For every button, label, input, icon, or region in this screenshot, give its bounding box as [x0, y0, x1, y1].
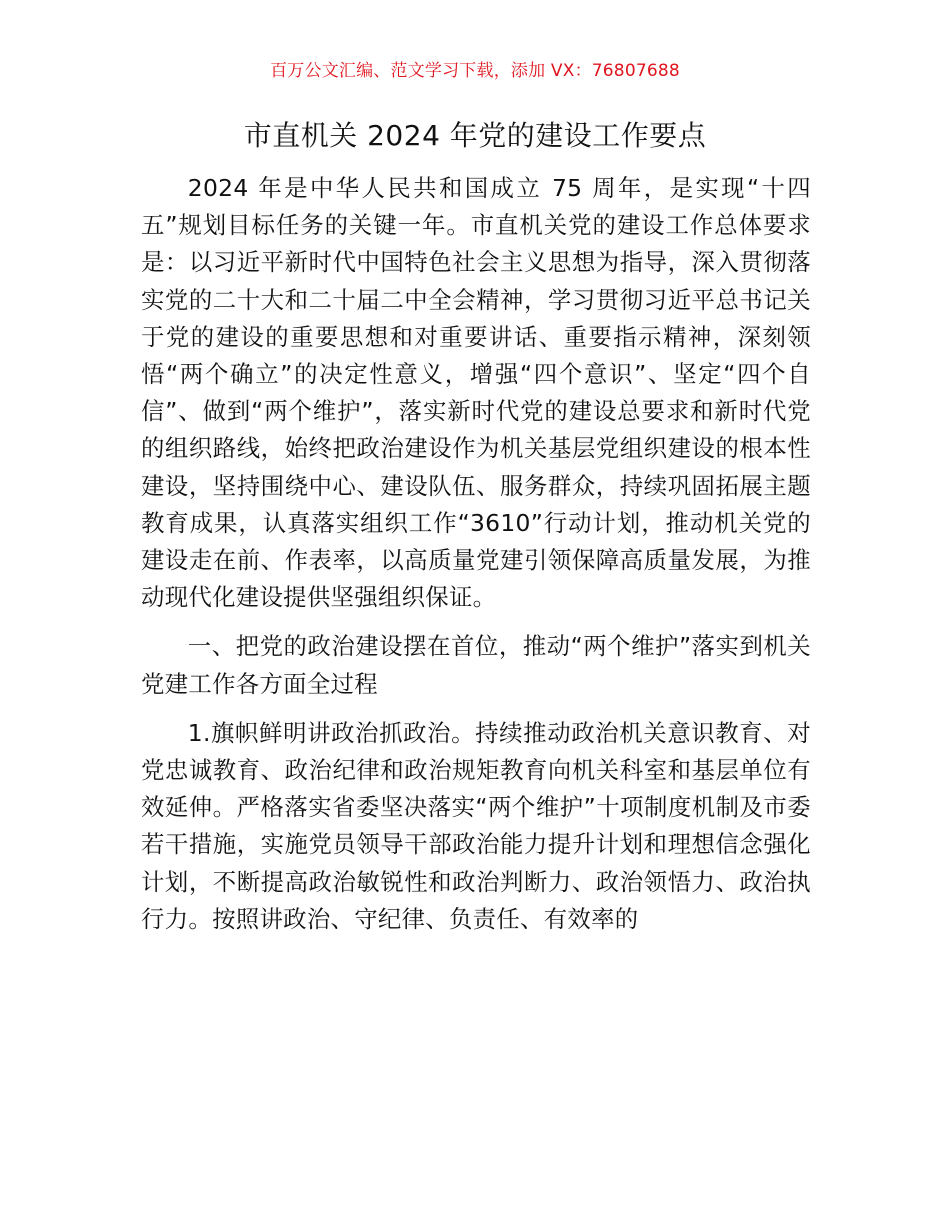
watermark-header: 百万公文汇编、范文学习下载，添加 VX：76807688: [270, 61, 680, 81]
document-title: 市直机关 2024 年党的建设工作要点: [243, 119, 707, 152]
section-heading: 一、把党的政治建设摆在首位，推动“两个维护”落实到机关党建工作各方面全过程: [141, 632, 811, 698]
intro-paragraph: 2024 年是中华人民共和国成立 75 周年，是实现“十四五”规划目标任务的关键一年。市直机关党的建设工作总体要求是：以习近平新时代中国特色社会主义思想为指导，深入贯彻落实党的二十大和二十届二中全会精神，学习贯彻习近平总书记关于党的建设的重要思想和对重要讲话、重要指示精神，深刻领悟“两个确立”的决定性意义，增强“四个意识”、坚定“四个自信”、做到“两个维护”，落实新时代党的建设总要求和新时代党的组织路线，始终把政治建设作为机关基层党组织建设的根本性建设，坚持围绕中心、建设队伍、服务群众，持续巩固拓展主题教育成果，认真落实组织工作“3610”行动计划，推动机关党的建设走在前、作表率，以高质量党建引领保障高质量发展，为推动现代化建设提供坚强组织保证。: [141, 174, 811, 612]
document-body: [141, 170, 811, 938]
item-paragraph: 1.旗帜鲜明讲政治抓政治。持续推动政治机关意识教育、对党忠诚教育、政治纪律和政治规矩教育向机关科室和基层单位有效延伸。严格落实省委坚决落实“两个维护”十项制度机制及市委若干措施，实施党员领导干部政治能力提升计划和理想信念强化计划，不断提高政治敏锐性和政治判断力、政治领悟力、政治执行力。按照讲政治、守纪律、负责任、有效率的: [141, 718, 811, 933]
